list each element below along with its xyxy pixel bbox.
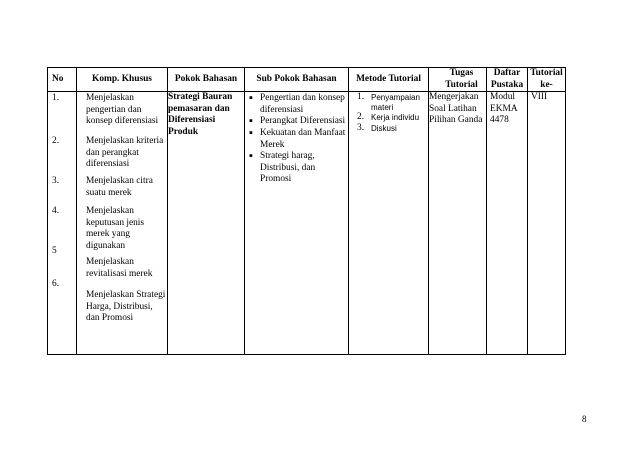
metode-number: 2.	[357, 112, 365, 123]
komp-item: Menjelaskan Strategi Harga, Distribusi, dan Promosi	[86, 290, 166, 324]
metode-number: 3.	[357, 122, 365, 133]
row-number: 1.	[52, 93, 60, 104]
sub-pokok-item: ▪ Perangkat Diferensiasi	[249, 116, 348, 128]
metode-cell	[349, 92, 429, 355]
header-metode-tutorial: Metode Tutorial	[349, 68, 429, 92]
metode-number: 1.	[357, 92, 365, 103]
komp-khusus-cell	[77, 92, 168, 355]
sub-pokok-item: ▪ Strategi harag, Distribusi, dan Promosi	[249, 151, 348, 186]
komp-item: Menjelaskan keputusan jenis merek yang digunakan	[86, 206, 145, 251]
row-number: 5	[52, 246, 57, 257]
sub-pokok-list	[245, 93, 348, 186]
sub-pokok-item: ▪ Kekuatan dan Manfaat Merek	[249, 128, 348, 151]
komp-item: Menjelaskan citra suatu merek	[86, 176, 153, 198]
table-row	[48, 92, 566, 355]
page-number: 8	[582, 414, 587, 424]
tutorial-ke-cell: VIII	[528, 92, 566, 355]
pustaka-cell: Modul EKMA 4478	[487, 92, 528, 355]
metode-item	[349, 93, 428, 112]
header-no: No	[48, 68, 77, 92]
komp-item: Menjelaskan pengertian dan konsep diferensiasi	[86, 93, 159, 127]
pokok-bahasan-cell: Strategi Bauran pemasaran dan Diferensiasi Produk	[168, 92, 245, 355]
sub-pokok-cell	[245, 92, 349, 355]
metode-text: Penyampaian materi	[371, 93, 420, 112]
row-number: 6.	[52, 279, 60, 290]
header-sub-pokok-bahasan: Sub Pokok Bahasan	[245, 68, 349, 92]
header-tutorial-ke: Tutorial ke-	[528, 68, 566, 92]
metode-text: Diskusi	[371, 123, 397, 133]
number-cell	[48, 92, 77, 355]
header-row	[48, 68, 566, 92]
row-number: 3.	[52, 176, 60, 187]
komp-item: Menjelaskan kriteria dan perangkat diferensiasi	[86, 136, 164, 170]
metode-item	[349, 113, 428, 123]
header-komp-khusus: Komp. Khusus	[77, 68, 168, 92]
tugas-cell: Mengerjakan Soal Latihan Pilihan Ganda	[429, 92, 487, 355]
metode-item	[349, 124, 428, 134]
header-pokok-bahasan: Pokok Bahasan	[168, 68, 245, 92]
row-number: 2.	[52, 136, 60, 147]
header-tugas-tutorial: Tugas Tutorial	[429, 68, 487, 92]
metode-list	[349, 93, 428, 133]
row-number: 4.	[52, 206, 60, 217]
header-daftar-pustaka: Daftar Pustaka	[487, 68, 528, 92]
rencana-tutorial-table	[47, 67, 566, 355]
metode-text: Kerja individu	[371, 113, 420, 123]
sub-pokok-item: ▪ Pengertian dan konsep diferensiasi	[249, 93, 348, 116]
komp-item: Menjelaskan revitalisasi merek	[86, 257, 153, 279]
